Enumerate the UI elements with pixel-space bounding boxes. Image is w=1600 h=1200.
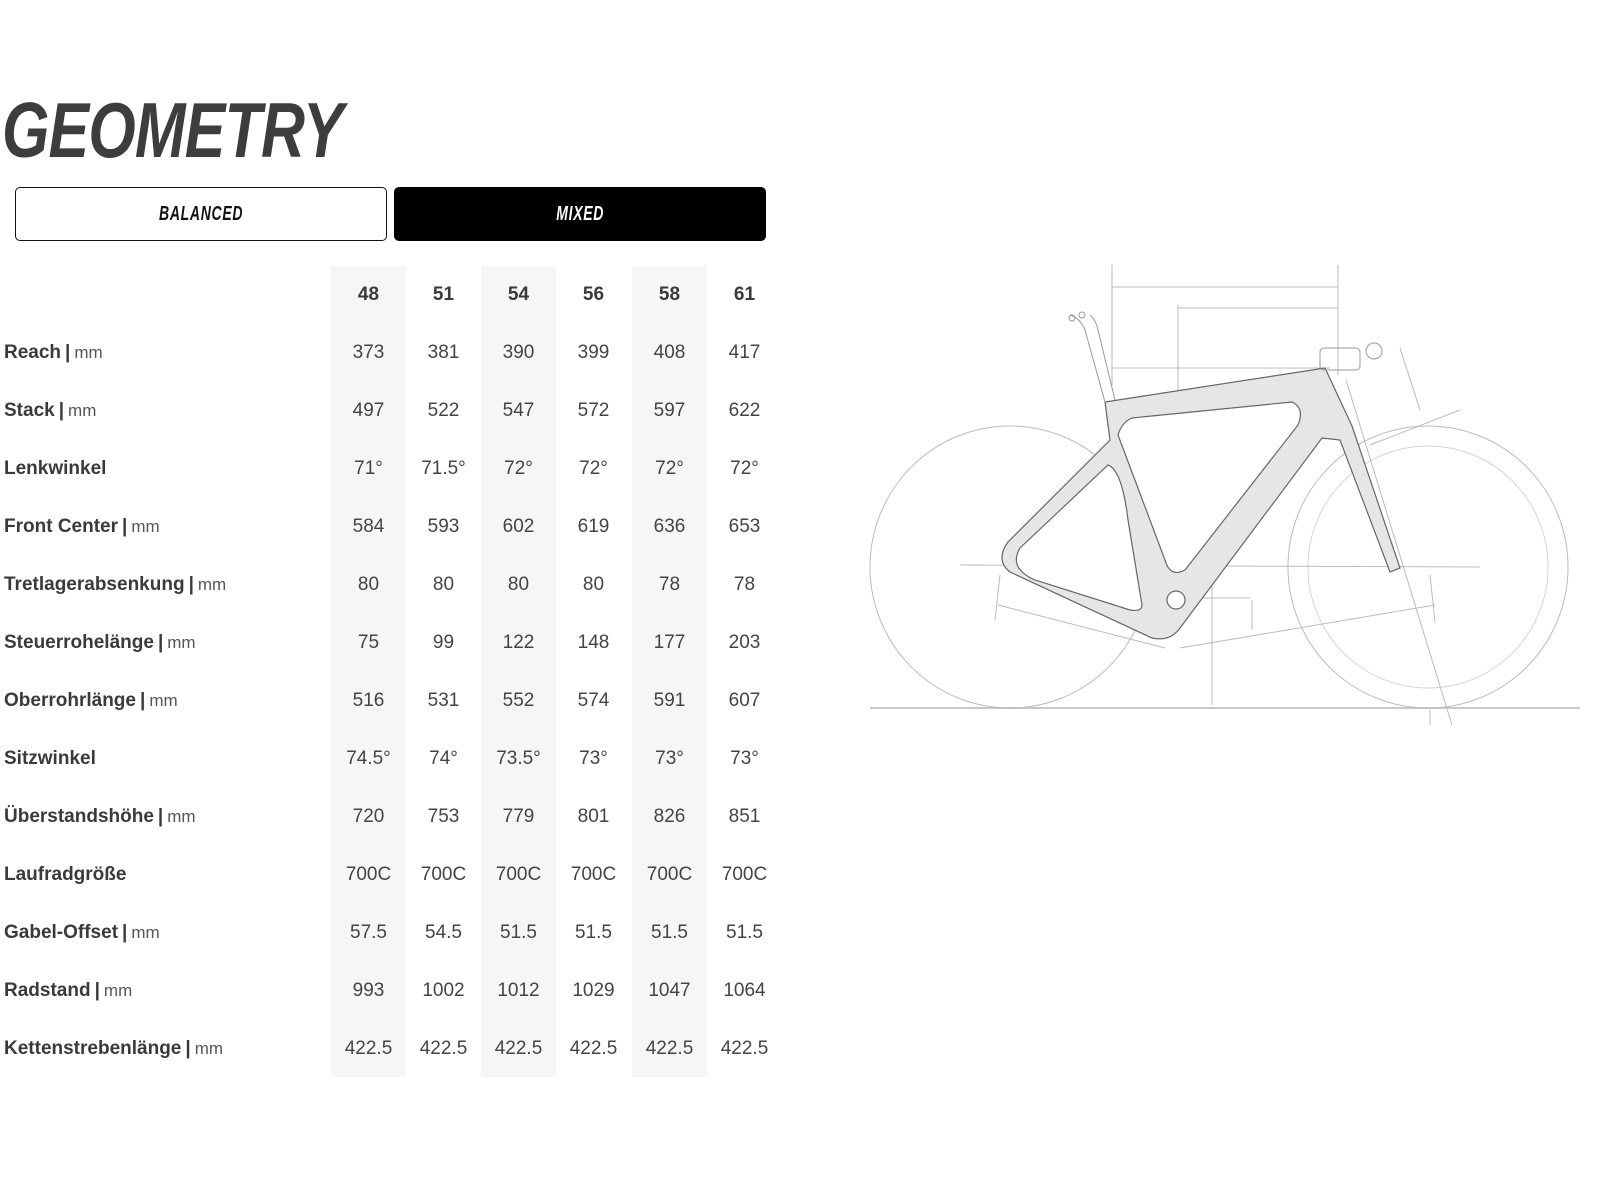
table-cell: 373: [352, 342, 385, 363]
table-cell: 607: [728, 690, 761, 711]
row-label: [4, 904, 160, 962]
unit-separator: |: [65, 342, 71, 363]
table-cell: 73.5°: [496, 748, 541, 769]
table-row: [0, 382, 790, 440]
row-label-text: Sitzwinkel: [4, 748, 96, 769]
unit-separator: |: [122, 922, 128, 943]
table-cell: 80: [432, 574, 455, 595]
table-cell: 779: [502, 806, 535, 827]
table-cell: 1029: [572, 980, 615, 1001]
table-cell: 390: [502, 342, 535, 363]
table-cell: 522: [427, 400, 460, 421]
size-header-row: [0, 266, 790, 324]
table-cell: 71°: [354, 458, 383, 479]
unit-separator: |: [185, 1038, 191, 1059]
table-cell: 72°: [579, 458, 608, 479]
row-label-text: Oberrohrlänge: [4, 690, 136, 711]
table-row: [0, 1020, 790, 1078]
table-cell: 80: [357, 574, 380, 595]
table-row: [0, 904, 790, 962]
table-cell: 591: [653, 690, 686, 711]
table-cell: 51.5: [651, 922, 688, 943]
row-unit: mm: [197, 575, 227, 594]
table-cell: 78: [658, 574, 681, 595]
geometry-table: [0, 266, 790, 1078]
table-cell: 99: [432, 632, 455, 653]
table-cell: 851: [728, 806, 761, 827]
table-cell: 753: [427, 806, 460, 827]
table-row: [0, 730, 790, 788]
table-cell: 71.5°: [421, 458, 466, 479]
table-cell: 72°: [655, 458, 684, 479]
size-header-56: 56: [582, 284, 605, 305]
table-row: [0, 672, 790, 730]
table-cell: 531: [427, 690, 460, 711]
table-cell: 51.5: [575, 922, 612, 943]
unit-separator: |: [157, 632, 164, 653]
table-cell: 177: [653, 632, 686, 653]
row-label: [4, 846, 126, 904]
table-cell: 51.5: [500, 922, 537, 943]
table-cell: 381: [427, 342, 460, 363]
table-cell: 399: [577, 342, 610, 363]
row-unit: mm: [194, 1039, 224, 1058]
row-label-text: Radstand: [4, 980, 91, 1001]
row-unit: mm: [68, 401, 97, 420]
row-label-text: Front Center: [4, 516, 118, 537]
table-row: [0, 556, 790, 614]
row-label: [4, 498, 160, 556]
table-cell: 408: [653, 342, 686, 363]
row-label-text: Lenkwinkel: [4, 458, 107, 479]
row-label: [4, 556, 226, 614]
table-row: [0, 614, 790, 672]
table-cell: 1002: [422, 980, 465, 1001]
table-cell: 700C: [345, 864, 392, 885]
row-unit: mm: [167, 807, 196, 826]
table-cell: 73°: [655, 748, 684, 769]
table-cell: 720: [352, 806, 385, 827]
table-cell: 574: [577, 690, 610, 711]
table-cell: 572: [577, 400, 610, 421]
table-cell: 72°: [504, 458, 533, 479]
table-cell: 422.5: [344, 1038, 393, 1059]
row-label-text: Reach: [4, 342, 62, 363]
row-label-text: Stack: [4, 400, 55, 421]
page-title: GEOMETRY: [2, 86, 343, 174]
size-header-61: 61: [733, 284, 756, 305]
table-cell: 148: [577, 632, 610, 653]
table-cell: 826: [653, 806, 686, 827]
table-cell: 584: [352, 516, 385, 537]
table-cell: 700C: [420, 864, 467, 885]
size-header-48: 48: [357, 284, 380, 305]
row-label: [4, 672, 178, 730]
table-cell: 72°: [730, 458, 759, 479]
table-cell: 74°: [429, 748, 458, 769]
table-cell: 700C: [495, 864, 542, 885]
table-cell: 619: [577, 516, 610, 537]
row-label-text: Kettenstrebenlänge: [4, 1038, 182, 1059]
bike-geometry-diagram: [860, 260, 1580, 740]
unit-separator: |: [94, 980, 100, 1001]
table-cell: 653: [728, 516, 761, 537]
table-cell: 417: [728, 342, 761, 363]
row-label: [4, 440, 106, 498]
table-cell: 700C: [646, 864, 693, 885]
table-row: [0, 962, 790, 1020]
table-row: [0, 846, 790, 904]
unit-separator: |: [58, 400, 65, 421]
mixed-toggle-button[interactable]: [394, 187, 766, 241]
table-cell: 80: [507, 574, 530, 595]
table-cell: 422.5: [645, 1038, 694, 1059]
size-header-51: 51: [432, 284, 455, 305]
table-cell: 57.5: [350, 922, 387, 943]
balanced-label: BALANCED: [158, 202, 244, 225]
table-cell: 422.5: [569, 1038, 618, 1059]
row-unit: mm: [131, 923, 160, 942]
table-cell: 54.5: [425, 922, 462, 943]
table-cell: 547: [502, 400, 535, 421]
table-cell: 597: [653, 400, 686, 421]
table-cell: 700C: [721, 864, 768, 885]
unit-separator: |: [157, 806, 164, 827]
table-cell: 80: [582, 574, 605, 595]
table-cell: 73°: [730, 748, 759, 769]
table-cell: 1047: [648, 980, 691, 1001]
table-row: [0, 324, 790, 382]
size-header-58: 58: [658, 284, 681, 305]
table-cell: 636: [653, 516, 686, 537]
table-cell: 993: [352, 980, 385, 1001]
table-cell: 203: [728, 632, 761, 653]
row-label: [4, 730, 96, 788]
table-cell: 422.5: [720, 1038, 769, 1059]
table-cell: 552: [502, 690, 535, 711]
table-cell: 73°: [579, 748, 608, 769]
row-label: [4, 1020, 223, 1078]
row-label-text: Laufradgröße: [4, 864, 127, 885]
row-unit: mm: [103, 981, 133, 1000]
table-cell: 593: [427, 516, 460, 537]
table-cell: 74.5°: [346, 748, 391, 769]
row-unit: mm: [149, 691, 178, 710]
table-cell: 422.5: [494, 1038, 543, 1059]
unit-separator: |: [122, 516, 128, 537]
row-label: [4, 614, 196, 672]
table-cell: 1012: [497, 980, 540, 1001]
table-cell: 75: [357, 632, 380, 653]
row-label: [4, 324, 103, 382]
table-cell: 602: [502, 516, 535, 537]
table-row: [0, 498, 790, 556]
row-label-text: Steuerrohelänge: [4, 632, 154, 653]
row-label: [4, 788, 196, 846]
table-cell: 422.5: [419, 1038, 468, 1059]
row-unit: mm: [74, 343, 103, 362]
row-label: [4, 382, 96, 440]
balanced-toggle-button[interactable]: [15, 187, 387, 241]
row-label-text: Tretlagerabsenkung: [4, 574, 185, 595]
row-unit: mm: [167, 633, 196, 652]
table-cell: 497: [352, 400, 385, 421]
table-row: [0, 788, 790, 846]
table-cell: 122: [502, 632, 535, 653]
table-cell: 516: [352, 690, 385, 711]
table-cell: 700C: [570, 864, 617, 885]
table-cell: 801: [577, 806, 610, 827]
row-label: [4, 962, 132, 1020]
table-cell: 1064: [723, 980, 766, 1001]
table-row: [0, 440, 790, 498]
row-label-text: Überstandshöhe: [4, 806, 154, 827]
unit-separator: |: [188, 574, 194, 595]
table-cell: 78: [733, 574, 756, 595]
size-header-54: 54: [507, 284, 530, 305]
table-cell: 51.5: [726, 922, 763, 943]
row-unit: mm: [131, 517, 160, 536]
unit-separator: |: [139, 690, 146, 711]
mixed-label: MIXED: [556, 202, 604, 225]
row-label-text: Gabel-Offset: [4, 922, 119, 943]
table-cell: 622: [728, 400, 761, 421]
